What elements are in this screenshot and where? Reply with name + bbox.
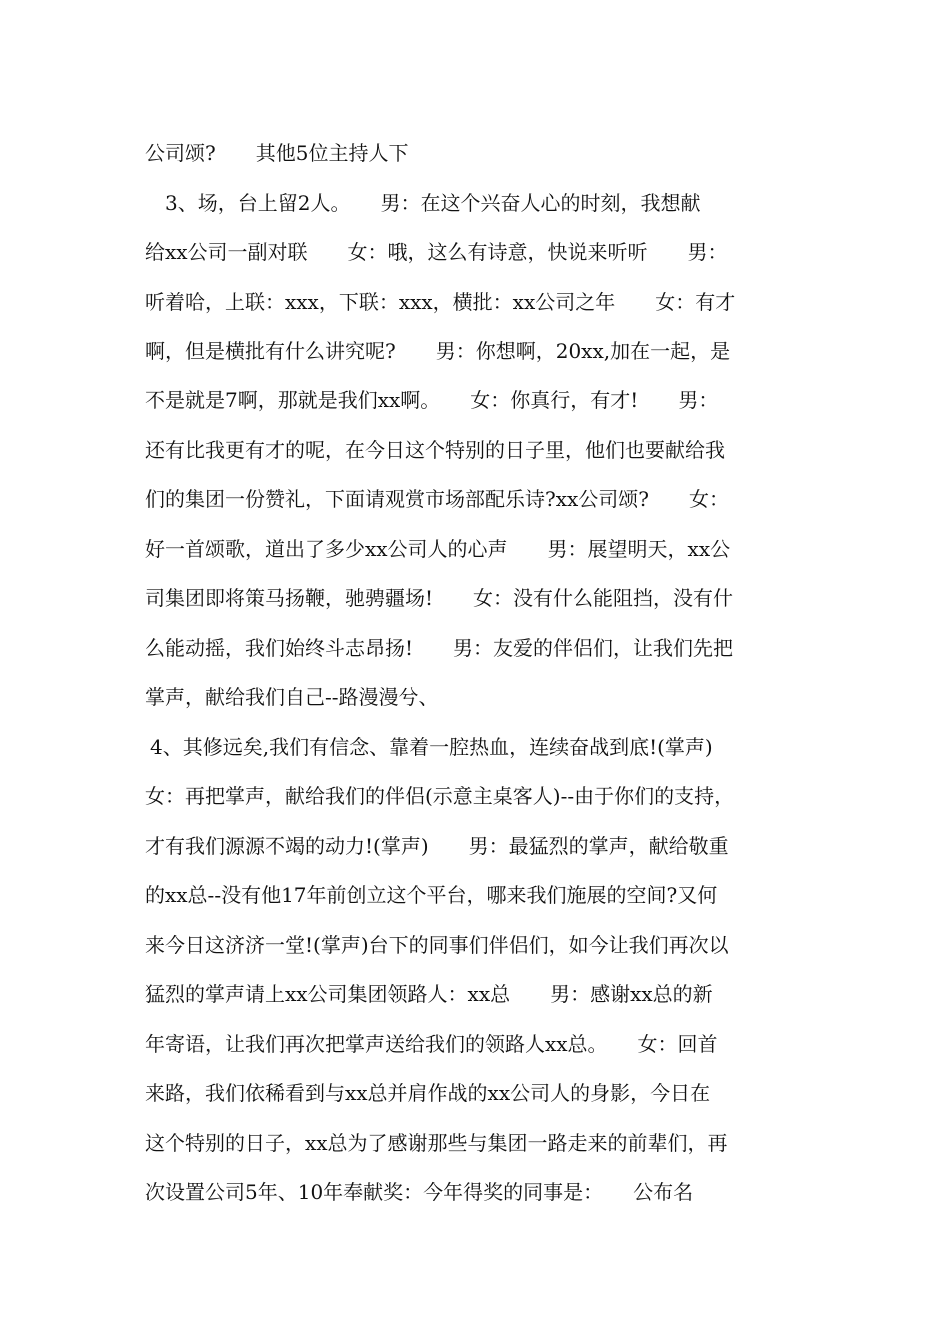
- text-line: 司集团即将策马扬鞭，驰骋疆场! 女：没有什么能阻挡，没有什: [145, 586, 734, 610]
- text-line: 还有比我更有才的呢，在今日这个特别的日子里，他们也要献给我: [145, 438, 725, 462]
- text-line: 年寄语，让我们再次把掌声送给我们的领路人xx总。 女：回首: [145, 1032, 718, 1056]
- text-line: 来路，我们依稀看到与xx总并肩作战的xx公司人的身影，今日在: [145, 1081, 711, 1105]
- text-line: 们的集团一份赞礼，下面请观赏市场部配乐诗?xx公司颂? 女：: [145, 487, 730, 511]
- text-line: 这个特别的日子，xx总为了感谢那些与集团一路走来的前辈们，再: [145, 1131, 728, 1155]
- text-line: 公司颂? 其他5位主持人下: [145, 141, 409, 165]
- text-line: 啊，但是横批有什么讲究呢? 男：你想啊，20xx,加在一起，是: [145, 339, 731, 363]
- text-line: 的xx总--没有他17年前创立这个平台，哪来我们施展的空间?又何: [145, 883, 718, 907]
- text-line: 掌声，献给我们自己--路漫漫兮、: [145, 685, 439, 709]
- text-line: 听着哈，上联：xxx，下联：xxx，横批：xx公司之年 女：有才: [145, 290, 736, 314]
- text-line: 女：再把掌声，献给我们的伴侣(示意主桌客人)--由于你们的支持，: [145, 784, 735, 808]
- text-line: 3、场，台上留2人。 男：在这个兴奋人心的时刻，我想献: [145, 191, 701, 215]
- text-line: 次设置公司5年、10年奉献奖：今年得奖的同事是： 公布名: [145, 1180, 694, 1204]
- text-line: 给xx公司一副对联 女：哦，这么有诗意，快说来听听 男：: [145, 240, 728, 264]
- text-line: 不是就是7啊，那就是我们xx啊。 女：你真行，有才! 男：: [145, 388, 719, 412]
- text-line: 好一首颂歌，道出了多少xx公司人的心声 男：展望明天，xx公: [145, 537, 731, 561]
- text-line: 才有我们源源不竭的动力!(掌声) 男：最猛烈的掌声，献给敬重: [145, 834, 729, 858]
- text-line: 4、其修远矣,我们有信念、靠着一腔热血，连续奋战到底!(掌声): [150, 735, 713, 759]
- text-line: 猛烈的掌声请上xx公司集团领路人：xx总 男：感谢xx总的新: [145, 982, 713, 1006]
- text-line: 来今日这济济一堂!(掌声)台下的同事们伴侣们，如今让我们再次以: [145, 933, 729, 957]
- text-line: 么能动摇，我们始终斗志昂扬! 男：友爱的伴侣们，让我们先把: [145, 636, 734, 660]
